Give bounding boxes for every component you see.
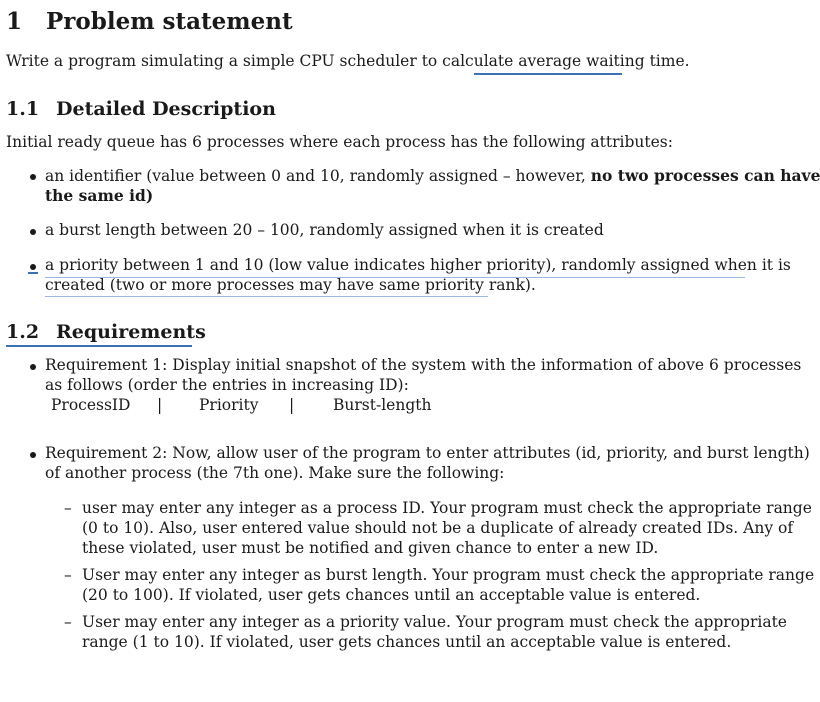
- attribute-item-line: [45, 186, 153, 205]
- subitem-line: (0 to 10). Also, user entered value should not be a duplicate of already created IDs. Any of: [82, 519, 794, 537]
- requirement-2-line: Requirement 2: Now, allow user of the program to enter attributes (id, priority, and burst length): [45, 444, 810, 462]
- requirement-1-line: Requirement 1: Display initial snapshot of the system with the information of above 6 processes: [45, 356, 802, 374]
- section-title: Problem statement: [46, 8, 293, 35]
- table-header-separator: |: [157, 396, 163, 414]
- table-header-processid: ProcessID: [51, 396, 131, 414]
- subitem-line: these violated, user must be notified and given chance to enter a new ID.: [82, 539, 659, 557]
- intro-paragraph: [6, 52, 690, 70]
- bullet-marker: [30, 229, 36, 235]
- subitem-line: User may enter any integer as a priority value. Your program must check the appropriate: [82, 613, 787, 631]
- intro-text: Write a program simulating a simple CPU scheduler to calculate: [6, 52, 519, 70]
- intro-end: .: [684, 52, 690, 70]
- title-underline: [6, 345, 192, 347]
- table-header-priority: Priority: [199, 396, 259, 414]
- term-underline: [474, 73, 622, 75]
- section-number: 1: [6, 8, 23, 35]
- dash-marker: –: [64, 566, 72, 584]
- subsection-number: 1.2: [6, 321, 40, 343]
- highlighted-term[interactable]: average waiting time: [518, 52, 685, 70]
- attribute-text: an identifier (value between 0 and 10, randomly assigned – however,: [45, 167, 591, 185]
- subitem-line: User may enter any integer as burst length. Your program must check the appropriate range: [82, 566, 815, 584]
- dash-marker: –: [64, 613, 72, 631]
- attribute-item-line: a priority between 1 and 10 (low value indicates higher priority), randomly assigned when it is: [45, 256, 791, 274]
- attribute-item-line: created (two or more processes may have same priority rank).: [45, 276, 536, 294]
- table-header-burst-length: Burst-length: [333, 396, 432, 414]
- subitem-line: user may enter any integer as a process ID. Your program must check the appropriate range: [82, 499, 812, 517]
- subsection-title: Requirements: [56, 321, 206, 343]
- bullet-marker: [30, 364, 36, 370]
- dash-marker: –: [64, 499, 72, 517]
- attribute-bold: the same id): [45, 186, 154, 205]
- attribute-item-line: [45, 166, 820, 185]
- subitem-line: range (1 to 10). If violated, user gets chances until an acceptable value is entered.: [82, 633, 732, 651]
- table-header-separator: |: [289, 396, 295, 414]
- requirement-2-line: of another process (the 7th one). Make sure the following:: [45, 464, 505, 482]
- bullet-marker: [30, 452, 36, 458]
- description-intro: Initial ready queue has 6 processes where each process has the following attributes:: [6, 133, 673, 151]
- subsection-number: 1.1: [6, 98, 40, 120]
- bullet-marker: [30, 264, 36, 270]
- subsection-title: Detailed Description: [56, 98, 276, 120]
- requirement-1-line: as follows (order the entries in increasing ID):: [45, 376, 409, 394]
- bullet-marker: [30, 174, 36, 180]
- attribute-bold: no two processes can have: [590, 166, 820, 185]
- cursor-underline: [28, 272, 38, 274]
- attribute-item-line: a burst length between 20 – 100, randomly assigned when it is created: [45, 221, 604, 239]
- subitem-line: (20 to 100). If violated, user gets chances until an acceptable value is entered.: [82, 586, 701, 604]
- text-underline: [45, 296, 488, 297]
